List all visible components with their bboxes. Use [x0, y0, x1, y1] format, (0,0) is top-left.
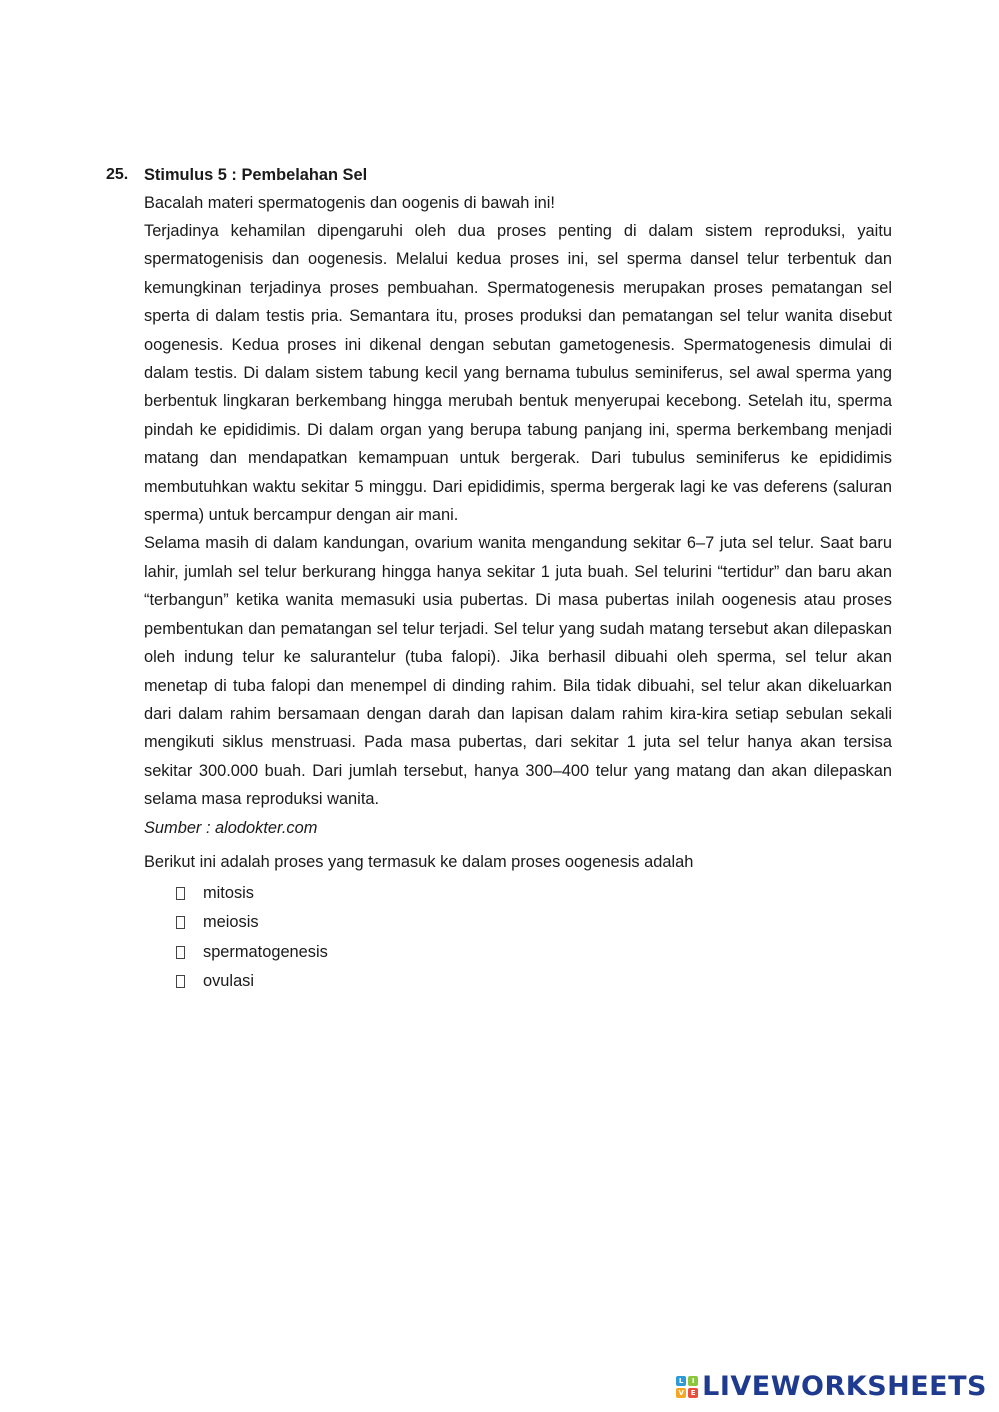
option-meiosis[interactable] [144, 908, 892, 938]
logo-block-2: I [688, 1376, 698, 1386]
logo-block-3: V [676, 1388, 686, 1398]
checkbox-icon[interactable] [176, 887, 185, 900]
question-body [144, 163, 892, 996]
option-label: mitosis [203, 883, 254, 902]
checkbox-icon[interactable] [176, 916, 185, 929]
option-label: spermatogenesis [203, 942, 328, 961]
option-spermatogenesis[interactable] [144, 937, 892, 967]
question-instruction: Bacalah materi spermatogenis dan oogenis di bawah ini! [144, 194, 555, 212]
question-prompt: Berikut ini adalah proses yang termasuk ke dalam proses oogenesis adalah [144, 852, 694, 871]
checkbox-icon[interactable] [176, 975, 185, 988]
option-label: ovulasi [203, 972, 255, 991]
question-25 [106, 163, 892, 996]
liveworksheets-logo [676, 1372, 987, 1402]
logo-blocks-icon [676, 1376, 698, 1398]
option-label: meiosis [203, 913, 259, 932]
stimulus-paragraph-oogenesis: Selama masih di dalam kandungan, ovarium wanita mengandung sekitar 6–7 juta sel telur. Saat baru lahir, jumlah sel telur berkurang hingga hanya sekitar 1 juta buah. Sel telurini “tertidur” dan baru akan “terbangun” ketika wanita memasuki usia pubertas. Di masa pubertas inilah oogenesis atau proses pembentukan dan pematangan sel telur terjadi. Sel telur yang sudah matang tersebut akan dilepaskan oleh indung telur ke salurantelur (tuba falopi). Jika berhasil dibuahi oleh sperma, sel telur akan menetap di tuba falopi dan menempel di dinding rahim. Bila tidak dibuahi, sel telur akan dikeluarkan dari dalam rahim bersamaan dengan darah dan lapisan dalam rahim kira-kira setiap sebulan sekali mengikuti siklus menstruasi. Pada masa pubertas, dari sekitar 1 juta sel telur hanya akan tersisa sekitar 300.000 buah. Dari jumlah tersebut, hanya 300–400 telur yang matang dan akan dilepaskan selama masa reproduksi wanita. [144, 534, 892, 809]
option-mitosis[interactable] [144, 878, 892, 908]
checkbox-icon[interactable] [176, 946, 185, 959]
source-citation: Sumber : alodokter.com [144, 818, 318, 837]
logo-text: LIVEWORKSHEETS [702, 1371, 987, 1402]
answer-options [144, 878, 892, 996]
stimulus-paragraph-spermatogenesis: Terjadinya kehamilan dipengaruhi oleh dua proses penting di dalam sistem reproduksi, yaitu spermatogenisis dan oogenesis. Melalui kedua proses ini, sel sperma dansel telur terbentuk dan kemungkinan terjadinya proses pembuahan. Spermatogenesis merupakan proses pematangan sel sperta di dalam testis pria. Semantara itu, proses produksi dan pematangan sel telur wanita disebut oogenesis. Kedua proses ini dikenal dengan sebutan gametogenesis. Spermatogenesis dimulai di dalam testis. Di dalam sistem tabung kecil yang bernama tubulus seminiferus, sel awal sperma yang berbentuk lingkaran berkembang hingga merubah bentuk menyerupai kecebong. Setelah itu, sperma pindah ke epididimis. Di dalam organ yang berupa tabung panjang ini, sperma berkembang menjadi matang dan mendapatkan kemampuan untuk bergerak. Dari tubulus seminiferus ke epididimis membutuhkan waktu sekitar 5 minggu. Dari epididimis, sperma bergerak lagi ke vas deferens (saluran sperma) untuk bercampur dengan air mani. [144, 222, 892, 525]
logo-block-4: E [688, 1388, 698, 1398]
question-number: 25. [106, 166, 129, 183]
question-title: Stimulus 5 : Pembelahan Sel [144, 166, 368, 184]
option-ovulasi[interactable] [144, 967, 892, 997]
logo-block-1: L [676, 1376, 686, 1386]
